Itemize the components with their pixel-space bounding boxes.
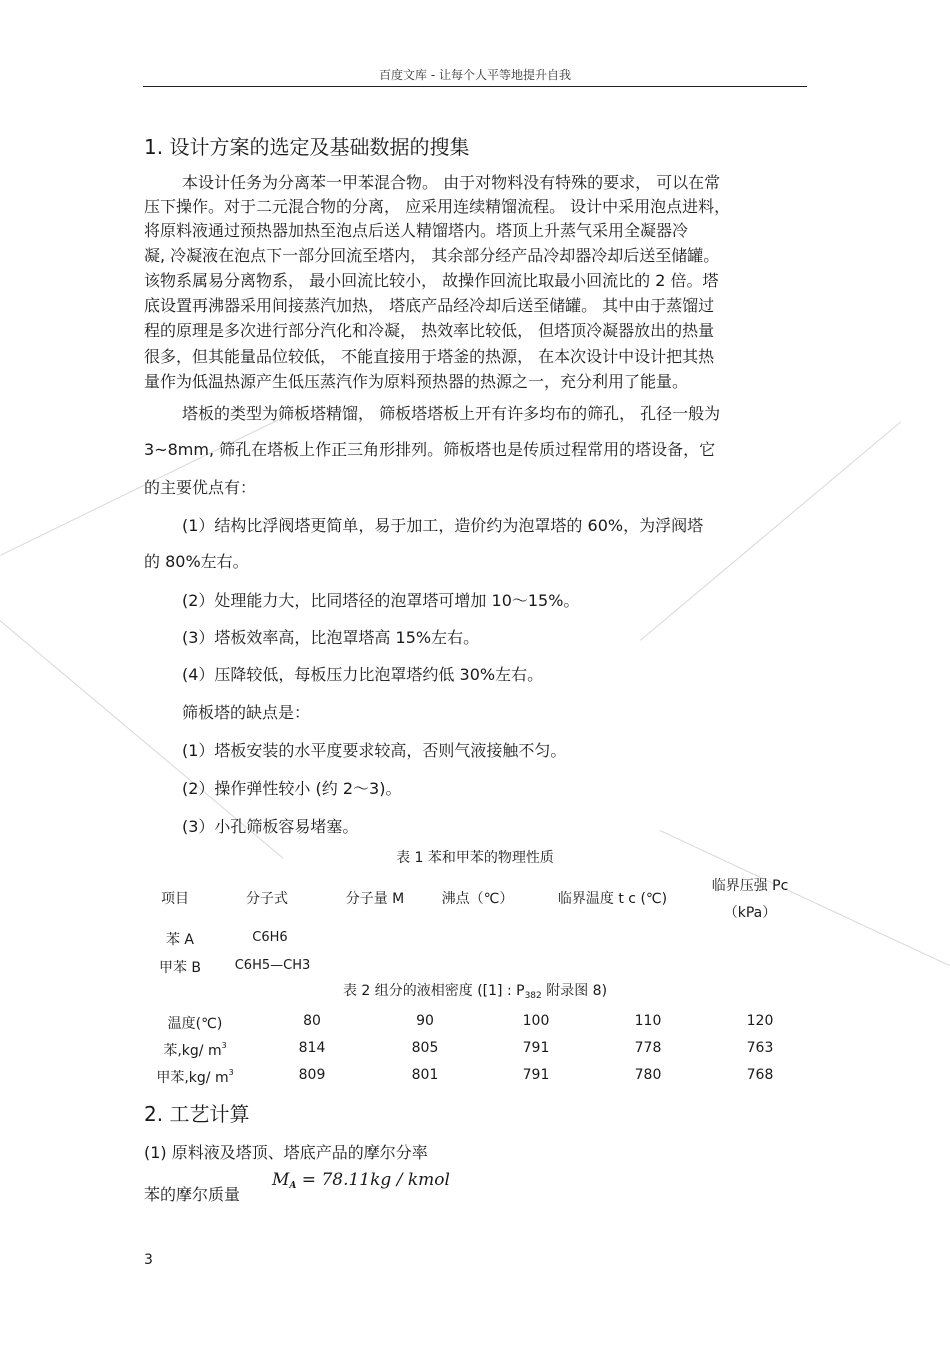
table-cell: 110 (634, 1013, 662, 1029)
table-cell: 809 (298, 1067, 326, 1083)
header-divider (143, 86, 807, 87)
section-2-heading: 2. 工艺计算 (144, 1102, 250, 1126)
paragraph-line: 的主要优点有： (144, 478, 257, 497)
molar-mass-label: 苯的摩尔质量 (144, 1185, 241, 1204)
table-cell: 780 (634, 1067, 662, 1083)
section-1-heading: 1. 设计方案的选定及基础数据的搜集 (144, 135, 470, 159)
table-cell: 120 (746, 1013, 774, 1029)
table-cell: 805 (411, 1040, 439, 1056)
page-header: 百度文库 - 让每个人平等地提升自我 (379, 68, 571, 82)
paragraph-line: 该物系属易分离物系， 最小回流比较小， 故操作回流比取最小回流比的 2 倍。塔 (144, 271, 719, 290)
page-number: 3 (144, 1252, 153, 1268)
paragraph-line: 底设置再沸器采用间接蒸汽加热， 塔底产品经冷却后送至储罐。 其中由于蒸馏过 (144, 296, 715, 315)
table-cell: C6H5—CH3 (234, 958, 311, 973)
table-cell: C6H6 (252, 930, 288, 945)
paragraph-line: 将原料液通过预热器加热至泡点后送人精馏塔内。塔顶上升蒸气采用全凝器冷 (144, 221, 689, 240)
row-label-superscript: 3 (221, 1041, 227, 1050)
table-row-label (140, 1067, 250, 1087)
table-cell: 778 (634, 1040, 662, 1056)
table-header-cell: 项目 (161, 891, 189, 907)
table-header-cell: 分子式 (246, 891, 288, 907)
row-label-text: 苯,kg/ m (163, 1043, 222, 1059)
table-header-cell: 分子量 M (345, 891, 405, 907)
paragraph-line: 量作为低温热源产生低压蒸汽作为原料预热器的热源之一，充分利用了能量。 (144, 372, 689, 391)
table-1-caption: 表 1 苯和甲苯的物理性质 (396, 850, 554, 866)
paragraph-line: 3~8mm, 筛孔在塔板上作正三角形排列。筛板塔也是传质过程常用的塔设备，它 (144, 440, 716, 459)
table-row-label (140, 1040, 250, 1060)
calc-item: (1) 原料液及塔顶、塔底产品的摩尔分率 (144, 1143, 428, 1162)
caption-text: 附录图 8) (546, 983, 608, 999)
table-cell: 768 (746, 1067, 774, 1083)
table-cell: 791 (522, 1067, 550, 1083)
table-row-label: 温度(℃) (167, 1016, 223, 1032)
formula-symbol: M (272, 1170, 290, 1190)
caption-text: 表 2 组分的液相密度 ([1] : P (342, 983, 525, 999)
table-cell: 80 (303, 1013, 321, 1029)
table-cell: 苯 A (165, 932, 195, 948)
disadvantage-item: (3）小孔筛板容易堵塞。 (182, 817, 359, 836)
paragraph-line: 凝, 冷凝液在泡点下一部分回流至塔内， 其余部分经产品冷却器冷却后送至储罐。 (144, 246, 720, 265)
paragraph-line: 压下操作。对于二元混合物的分离， 应采用连续精馏流程。 设计中采用泡点进料， (144, 197, 731, 216)
table-cell: 甲苯 B (158, 960, 202, 976)
molar-mass-formula (272, 1170, 450, 1191)
table-header-cell: 沸点（℃） (441, 891, 514, 907)
paragraph-line: 程的原理是多次进行部分汽化和冷凝， 热效率比较低， 但塔顶冷凝器放出的热量 (144, 321, 715, 340)
formula-value: = 78.11kg / kmol (296, 1170, 450, 1190)
disadvantages-title: 筛板塔的缺点是： (182, 703, 311, 722)
table-cell: 814 (298, 1040, 326, 1056)
table-cell: 801 (411, 1067, 439, 1083)
disadvantage-item: (2）操作弹性较小 (约 2～3)。 (182, 779, 402, 798)
advantage-item: (3）塔板效率高，比泡罩塔高 15%左右。 (182, 628, 480, 647)
table-cell: 791 (522, 1040, 550, 1056)
disadvantage-item: (1）塔板安装的水平度要求较高，否则气液接触不匀。 (182, 741, 567, 760)
table-2-caption (0, 980, 950, 1001)
paragraph-line: 塔板的类型为筛板塔精馏， 筛板塔塔板上开有许多均布的筛孔， 孔径一般为 (182, 404, 721, 423)
advantage-item: 的 80%左右。 (144, 552, 249, 571)
table-header-cell: （kPa） (723, 905, 777, 921)
advantage-item: (1）结构比浮阀塔更简单，易于加工，造价约为泡罩塔的 60%，为浮阀塔 (182, 516, 704, 535)
row-label-superscript: 3 (228, 1068, 234, 1077)
formula-subscript: A (289, 1181, 297, 1191)
row-label-text: 甲苯,kg/ m (156, 1070, 229, 1086)
paragraph-line: 很多，但其能量品位较低， 不能直接用于塔釜的热源， 在本次设计中设计把其热 (144, 347, 715, 366)
table-cell: 90 (416, 1013, 434, 1029)
table-cell: 100 (522, 1013, 550, 1029)
paragraph-line: 本设计任务为分离苯一甲苯混合物。 由于对物料没有特殊的要求， 可以在常 (182, 173, 721, 192)
advantage-item: (4）压降较低，每板压力比泡罩塔约低 30%左右。 (182, 665, 544, 684)
caption-subscript: 382 (524, 991, 542, 1001)
table-cell: 763 (746, 1040, 774, 1056)
advantage-item: (2）处理能力大，比同塔径的泡罩塔可增加 10～15%。 (182, 591, 580, 610)
table-header-cell: 临界温度 t c (℃) (557, 891, 668, 907)
table-header-cell: 临界压强 Pc (711, 878, 789, 894)
